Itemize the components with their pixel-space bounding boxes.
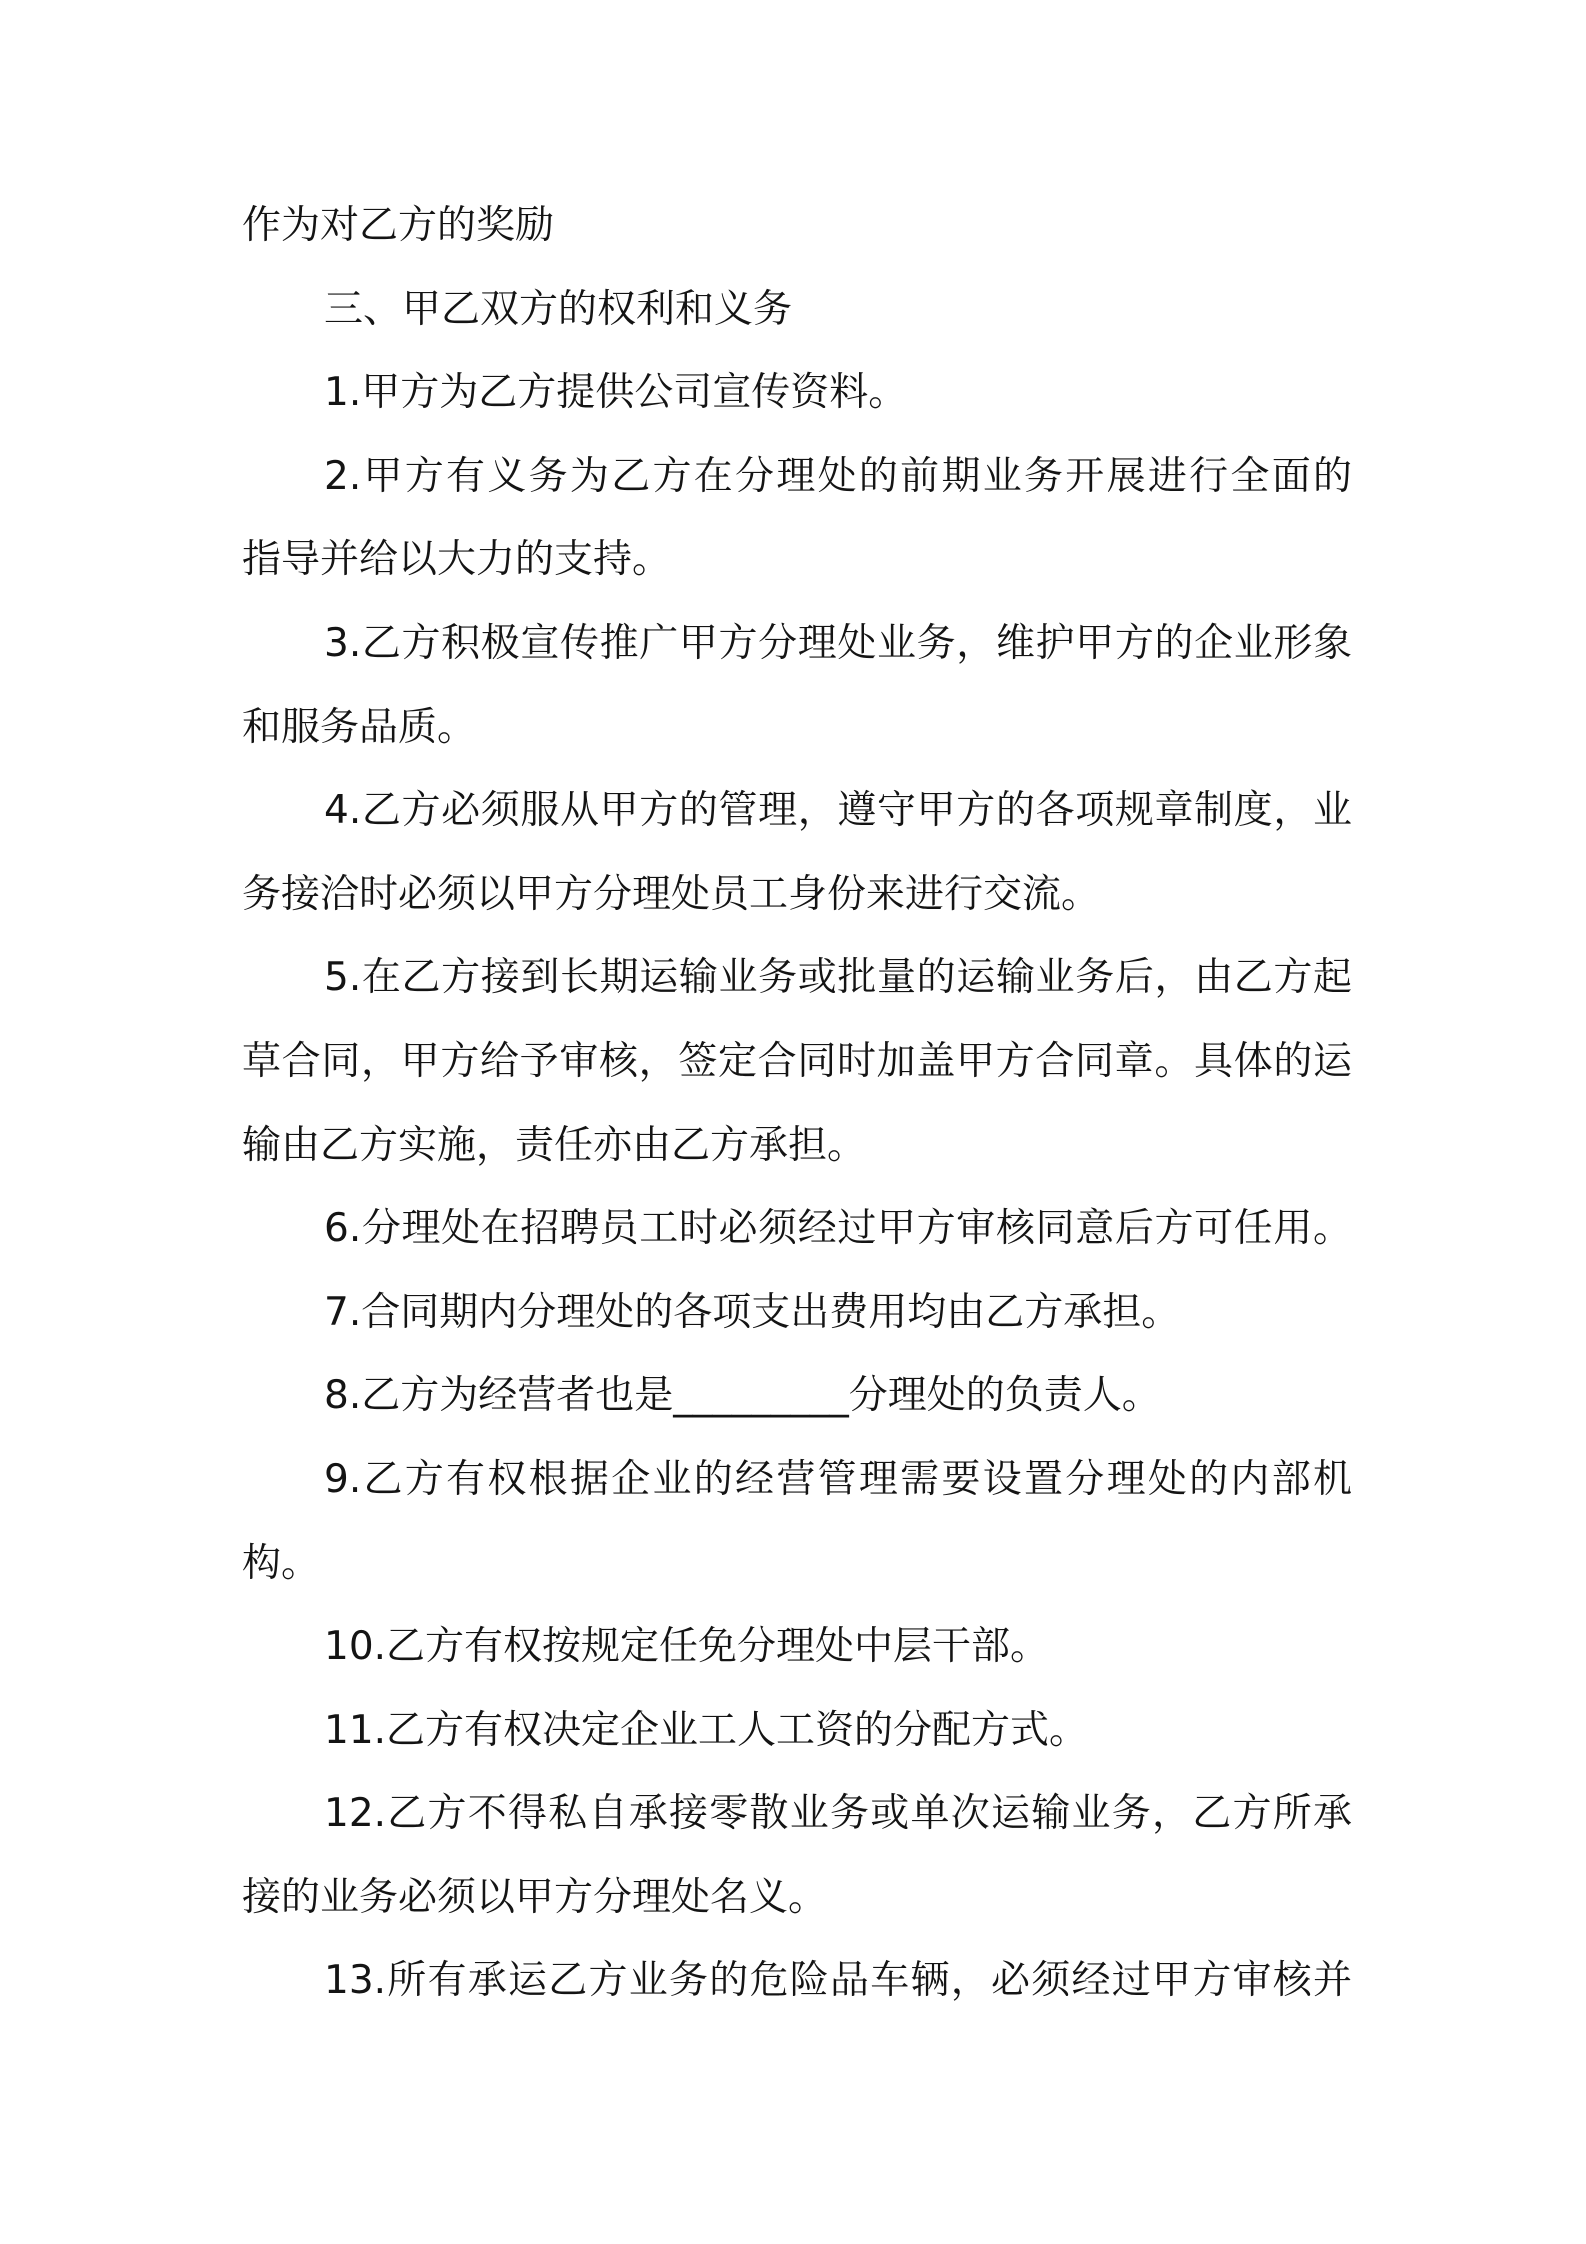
text-line: 11.乙方有权决定企业工人工资的分配方式。: [324, 1707, 1089, 1753]
text-line: 草合同，甲方给予审核，签定合同时加盖甲方合同章。具体的运: [242, 1038, 1352, 1084]
clause-7: [242, 1271, 1352, 1355]
clause-11: [242, 1689, 1352, 1773]
text-line: 6.分理处在招聘员工时必须经过甲方审核同意后方可任用。: [324, 1206, 1352, 1252]
clause-13: [242, 1939, 1352, 2023]
text-line: 3.乙方积极宣传推广甲方分理处业务，维护甲方的企业形象: [324, 620, 1352, 666]
paragraph-continuation: [242, 184, 1352, 268]
section-heading: [242, 268, 1352, 352]
text-line-with-blank: 8.乙方为经营者也是_________分理处的负责人。: [324, 1373, 1161, 1419]
clause-9: [242, 1438, 1352, 1605]
text-line: 输由乙方实施，责任亦由乙方承担。: [242, 1122, 867, 1168]
text-line: 9.乙方有权根据企业的经营管理需要设置分理处的内部机: [324, 1456, 1352, 1502]
section-heading-text: 三、甲乙双方的权利和义务: [324, 286, 793, 332]
clause-2: [242, 435, 1352, 602]
clause-5: [242, 936, 1352, 1187]
clause-1: [242, 351, 1352, 435]
clause-4: [242, 769, 1352, 936]
text-line: 4.乙方必须服从甲方的管理，遵守甲方的各项规章制度，业: [324, 788, 1352, 834]
text-line: 7.合同期内分理处的各项支出费用均由乙方承担。: [324, 1289, 1181, 1335]
clause-8: [242, 1354, 1352, 1438]
text-line: 5.在乙方接到长期运输业务或批量的运输业务后，由乙方起: [324, 955, 1352, 1001]
text-line: 接的业务必须以甲方分理处名义。: [242, 1874, 828, 1920]
text-line: 作为对乙方的奖励: [242, 203, 555, 248]
text-line: 指导并给以大力的支持。: [242, 537, 672, 583]
text-line: 10.乙方有权按规定任免分理处中层干部。: [324, 1624, 1050, 1670]
text-line: 12.乙方不得私自承接零散业务或单次运输业务，乙方所承: [324, 1791, 1352, 1837]
text-line: 构。: [242, 1540, 321, 1586]
text-line: 务接洽时必须以甲方分理处员工身份来进行交流。: [242, 871, 1101, 917]
text-line: 和服务品质。: [242, 704, 477, 750]
document-body: [242, 184, 1352, 2023]
clause-6: [242, 1187, 1352, 1271]
clause-3: [242, 602, 1352, 769]
clause-10: [242, 1605, 1352, 1689]
clause-12: [242, 1772, 1352, 1939]
text-line: 1.甲方为乙方提供公司宣传资料。: [324, 370, 908, 416]
text-line: 13.所有承运乙方业务的危险品车辆，必须经过甲方审核并: [324, 1958, 1352, 2004]
text-line: 2.甲方有义务为乙方在分理处的前期业务开展进行全面的: [324, 453, 1352, 499]
